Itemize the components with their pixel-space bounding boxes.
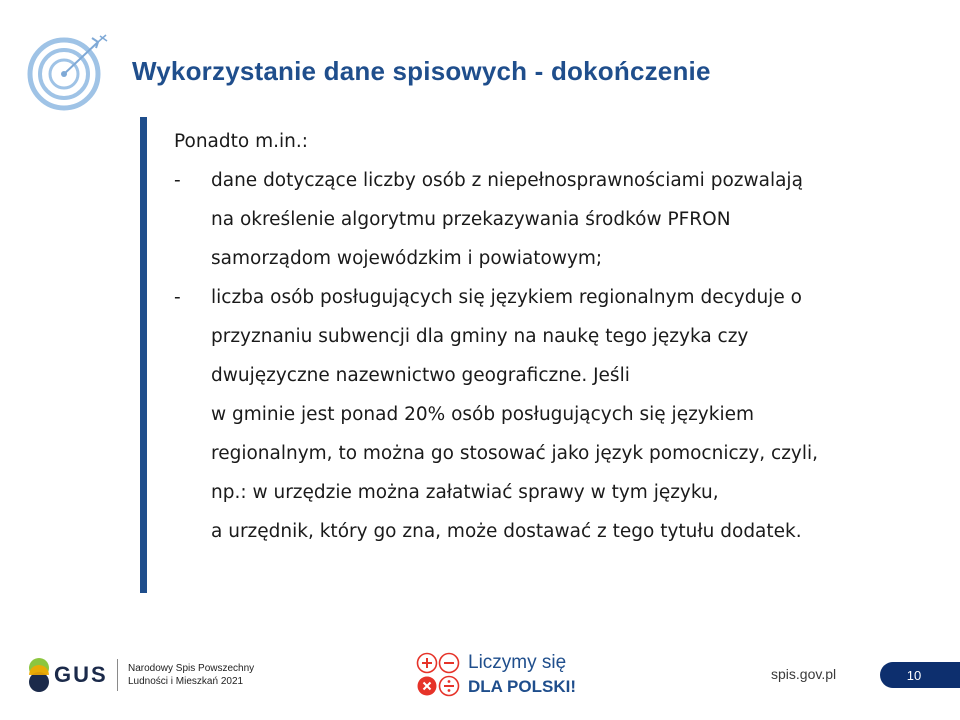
accent-bar [140, 117, 147, 593]
bullet-dash: - [174, 170, 181, 191]
text-line: na określenie algorytmu przekazywania środków PFRON [211, 209, 731, 230]
bullet-dash: - [174, 287, 181, 308]
text-line: dane dotyczące liczby osób z niepełnosprawnościami pozwalają [211, 170, 803, 191]
census-name [128, 662, 254, 688]
campaign-line-2: DLA POLSKI! [468, 677, 576, 696]
page-number-badge [880, 662, 960, 688]
text-line: samorządom wojewódzkim i powiatowym; [211, 248, 603, 269]
intro-text: Ponadto m.in.: [174, 131, 308, 152]
page-title: Wykorzystanie dane spisowych - dokończenie [132, 56, 711, 86]
campaign-logo [416, 652, 616, 700]
content-body [174, 122, 934, 551]
text-line: przyznaniu subwencji dla gminy na naukę tego języka czy [211, 326, 749, 347]
gus-logo-text: GUS [54, 662, 108, 687]
campaign-line-1: Liczymy się [468, 652, 567, 673]
text-line: a urzędnik, który go zna, może dostawać z tego tytułu dodatek. [211, 521, 802, 542]
text-line: regionalnym, to można go stosować jako język pomocniczy, czyli, [211, 443, 819, 464]
gus-logo-icon [28, 657, 50, 693]
census-name-line: Ludności i Mieszkań 2021 [128, 676, 244, 687]
site-url-link[interactable]: spis.gov.pl [771, 666, 837, 682]
text-line: np.: w urzędzie można załatwiać sprawy w tym języku, [211, 482, 719, 503]
text-line: w gminie jest ponad 20% osób posługujących się językiem [211, 404, 754, 425]
text-line: dwujęzyczne nazewnictwo geograficzne. Jeśli [211, 365, 630, 386]
text-line: liczba osób posługujących się językiem regionalnym decyduje o [211, 287, 802, 308]
math-operators-icon [416, 652, 462, 698]
census-name-line: Narodowy Spis Powszechny [128, 663, 255, 674]
divider [117, 659, 118, 691]
target-arrow-icon [26, 32, 112, 112]
gus-logo[interactable] [28, 655, 268, 695]
list-item [174, 161, 934, 278]
page-number: 10 [906, 667, 922, 683]
list-item [174, 278, 934, 551]
